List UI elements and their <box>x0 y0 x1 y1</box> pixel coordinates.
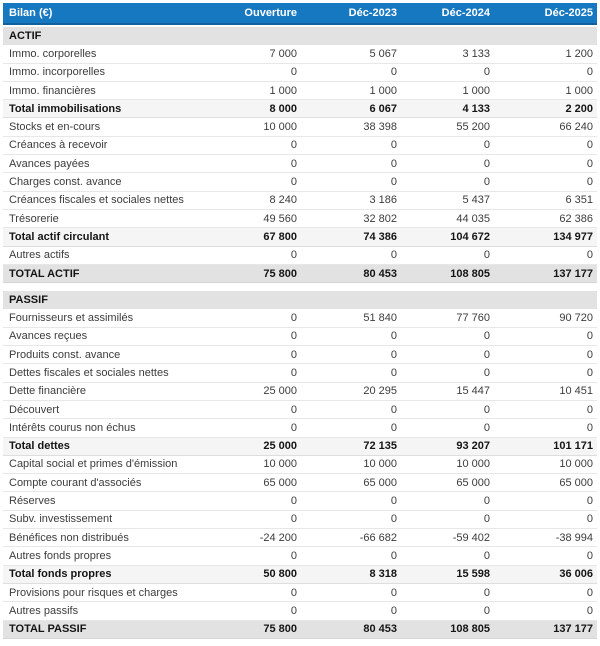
cell-value: 5 437 <box>462 194 490 207</box>
cell-value: 90 720 <box>559 312 593 325</box>
table-row <box>3 456 597 474</box>
row-label: Immo. incorporelles <box>9 66 105 79</box>
cell-value: 0 <box>390 330 397 343</box>
row-label: Immo. financières <box>9 84 96 97</box>
cell-value: 0 <box>390 549 397 562</box>
balance-sheet-table <box>3 3 597 639</box>
cell-value: 0 <box>390 604 397 617</box>
table-row <box>3 547 597 565</box>
row-label: Avances payées <box>9 157 90 170</box>
cell-value: 108 805 <box>450 267 490 280</box>
cell-value: 0 <box>483 66 490 79</box>
cell-value: 0 <box>290 249 297 262</box>
row-label: Bénéfices non distribués <box>9 531 129 544</box>
row-label: Capital social et primes d'émission <box>9 458 178 471</box>
row-label: Produits const. avance <box>9 348 121 361</box>
cell-value: 0 <box>390 348 397 361</box>
column-header-ouverture: Ouverture <box>244 7 297 19</box>
cell-value: 7 000 <box>269 47 297 60</box>
cell-value: 0 <box>483 348 490 361</box>
subtotal-row <box>3 228 597 246</box>
cell-value: 0 <box>290 495 297 508</box>
cell-value: 0 <box>586 157 593 170</box>
cell-value: -24 200 <box>259 531 297 544</box>
cell-value: 3 186 <box>369 194 397 207</box>
cell-value: 0 <box>483 157 490 170</box>
row-label: Autres fonds propres <box>9 549 112 562</box>
cell-value: 0 <box>390 139 397 152</box>
cell-value: 10 000 <box>263 121 297 134</box>
table-row <box>3 419 597 437</box>
cell-value: 0 <box>290 604 297 617</box>
table-row <box>3 383 597 401</box>
cell-value: 65 000 <box>263 476 297 489</box>
cell-value: 0 <box>390 586 397 599</box>
cell-value: 0 <box>483 421 490 434</box>
cell-value: 0 <box>586 348 593 361</box>
table-row <box>3 210 597 228</box>
row-label: Charges const. avance <box>9 176 122 189</box>
cell-value: 65 000 <box>456 476 490 489</box>
column-header-dec-2025: Déc-2025 <box>544 7 593 19</box>
cell-value: 0 <box>483 403 490 416</box>
row-label: Découvert <box>9 403 60 416</box>
cell-value: 72 135 <box>363 440 397 453</box>
cell-value: 66 240 <box>559 121 593 134</box>
row-label: Réserves <box>9 495 56 508</box>
cell-value: 134 977 <box>553 230 593 243</box>
row-label: TOTAL PASSIF <box>9 623 87 636</box>
table-row <box>3 155 597 173</box>
row-label: Autres passifs <box>9 604 79 617</box>
cell-value: 101 171 <box>553 440 593 453</box>
row-label: ACTIF <box>9 29 42 42</box>
table-row <box>3 118 597 136</box>
cell-value: 0 <box>290 176 297 189</box>
cell-value: 15 598 <box>456 568 490 581</box>
cell-value: 80 453 <box>363 267 397 280</box>
cell-value: 6 067 <box>369 102 397 115</box>
cell-value: 0 <box>586 586 593 599</box>
row-label: TOTAL ACTIF <box>9 267 80 280</box>
section-gap <box>3 283 597 291</box>
cell-value: 0 <box>586 176 593 189</box>
cell-value: 0 <box>483 513 490 526</box>
cell-value: 67 800 <box>263 230 297 243</box>
row-label: Immo. corporelles <box>9 47 97 60</box>
total-row <box>3 621 597 639</box>
row-label: Subv. investissement <box>9 513 113 526</box>
row-label: Créances fiscales et sociales nettes <box>9 194 184 207</box>
cell-value: 1 000 <box>369 84 397 97</box>
row-label: Total dettes <box>9 440 70 453</box>
cell-value: 0 <box>483 330 490 343</box>
row-label: Total actif circulant <box>9 230 110 243</box>
cell-value: 0 <box>586 249 593 262</box>
cell-value: 2 200 <box>565 102 593 115</box>
cell-value: 0 <box>390 421 397 434</box>
cell-value: 0 <box>290 348 297 361</box>
row-label: Dettes fiscales et sociales nettes <box>9 366 169 379</box>
table-row <box>3 584 597 602</box>
cell-value: 1 000 <box>269 84 297 97</box>
cell-value: 0 <box>483 549 490 562</box>
cell-value: 0 <box>586 139 593 152</box>
cell-value: 0 <box>290 66 297 79</box>
cell-value: 0 <box>586 495 593 508</box>
table-header-row <box>3 3 597 25</box>
row-label: Trésorerie <box>9 212 59 225</box>
cell-value: 0 <box>290 549 297 562</box>
cell-value: 0 <box>290 421 297 434</box>
cell-value: 93 207 <box>456 440 490 453</box>
table-row <box>3 64 597 82</box>
table-row <box>3 173 597 191</box>
cell-value: 0 <box>390 176 397 189</box>
cell-value: 0 <box>290 157 297 170</box>
cell-value: 0 <box>586 604 593 617</box>
cell-value: 75 800 <box>263 267 297 280</box>
section-header-row <box>3 291 597 309</box>
row-label: Provisions pour risques et charges <box>9 586 178 599</box>
row-label: PASSIF <box>9 293 48 306</box>
cell-value: 137 177 <box>553 623 593 636</box>
cell-value: 80 453 <box>363 623 397 636</box>
cell-value: 49 560 <box>263 212 297 225</box>
row-label: Avances reçues <box>9 330 88 343</box>
cell-value: 0 <box>390 366 397 379</box>
cell-value: -59 402 <box>452 531 490 544</box>
cell-value: 0 <box>390 403 397 416</box>
cell-value: 0 <box>290 403 297 416</box>
cell-value: 0 <box>290 586 297 599</box>
cell-value: 10 000 <box>363 458 397 471</box>
cell-value: 0 <box>290 513 297 526</box>
cell-value: 0 <box>290 139 297 152</box>
table-row <box>3 192 597 210</box>
cell-value: 65 000 <box>363 476 397 489</box>
table-row <box>3 529 597 547</box>
cell-value: 0 <box>483 495 490 508</box>
cell-value: 3 133 <box>462 47 490 60</box>
cell-value: 0 <box>390 157 397 170</box>
cell-value: 38 398 <box>363 121 397 134</box>
column-header-dec-2024: Déc-2024 <box>441 7 490 19</box>
cell-value: 62 386 <box>559 212 593 225</box>
cell-value: 0 <box>586 366 593 379</box>
cell-value: 0 <box>390 495 397 508</box>
cell-value: 0 <box>390 513 397 526</box>
table-row <box>3 45 597 63</box>
cell-value: 0 <box>586 330 593 343</box>
table-row <box>3 247 597 265</box>
cell-value: 8 318 <box>369 568 397 581</box>
cell-value: 0 <box>483 139 490 152</box>
table-row <box>3 346 597 364</box>
cell-value: 0 <box>290 330 297 343</box>
cell-value: 0 <box>390 249 397 262</box>
cell-value: 77 760 <box>456 312 490 325</box>
cell-value: 104 672 <box>450 230 490 243</box>
cell-value: 0 <box>483 176 490 189</box>
table-row <box>3 511 597 529</box>
cell-value: 1 000 <box>462 84 490 97</box>
cell-value: 0 <box>483 604 490 617</box>
cell-value: 51 840 <box>363 312 397 325</box>
cell-value: 75 800 <box>263 623 297 636</box>
cell-value: 0 <box>586 513 593 526</box>
cell-value: 15 447 <box>456 385 490 398</box>
row-label: Compte courant d'associés <box>9 476 142 489</box>
row-label: Créances à recevoir <box>9 139 108 152</box>
subtotal-row <box>3 566 597 584</box>
cell-value: 65 000 <box>559 476 593 489</box>
cell-value: -66 682 <box>359 531 397 544</box>
cell-value: 0 <box>586 403 593 416</box>
cell-value: 4 133 <box>462 102 490 115</box>
cell-value: 10 000 <box>263 458 297 471</box>
table-body <box>3 27 597 639</box>
cell-value: 8 240 <box>269 194 297 207</box>
table-row <box>3 401 597 419</box>
cell-value: 36 006 <box>559 568 593 581</box>
table-row <box>3 602 597 620</box>
cell-value: 0 <box>586 421 593 434</box>
table-row <box>3 474 597 492</box>
subtotal-row <box>3 438 597 456</box>
section-header-row <box>3 27 597 45</box>
table-row <box>3 492 597 510</box>
table-row <box>3 364 597 382</box>
cell-value: 25 000 <box>263 440 297 453</box>
row-label: Dette financière <box>9 385 87 398</box>
row-label: Total immobilisations <box>9 102 122 115</box>
cell-value: 0 <box>483 366 490 379</box>
cell-value: 0 <box>483 249 490 262</box>
subtotal-row <box>3 100 597 118</box>
row-label: Intérêts courus non échus <box>9 421 136 434</box>
cell-value: 137 177 <box>553 267 593 280</box>
cell-value: 0 <box>290 312 297 325</box>
cell-value: 0 <box>290 366 297 379</box>
cell-value: 6 351 <box>565 194 593 207</box>
cell-value: 5 067 <box>369 47 397 60</box>
cell-value: 20 295 <box>363 385 397 398</box>
cell-value: 8 000 <box>269 102 297 115</box>
row-label: Autres actifs <box>9 249 70 262</box>
cell-value: -38 994 <box>555 531 593 544</box>
row-label: Stocks et en-cours <box>9 121 101 134</box>
cell-value: 1 200 <box>565 47 593 60</box>
table-title: Bilan (€) <box>9 7 53 19</box>
cell-value: 0 <box>586 549 593 562</box>
cell-value: 0 <box>390 66 397 79</box>
total-row <box>3 265 597 283</box>
column-header-dec-2023: Déc-2023 <box>348 7 397 19</box>
cell-value: 10 000 <box>456 458 490 471</box>
cell-value: 44 035 <box>456 212 490 225</box>
cell-value: 0 <box>483 586 490 599</box>
cell-value: 50 800 <box>263 568 297 581</box>
table-row <box>3 137 597 155</box>
table-row <box>3 328 597 346</box>
cell-value: 32 802 <box>363 212 397 225</box>
cell-value: 10 451 <box>559 385 593 398</box>
row-label: Total fonds propres <box>9 568 112 581</box>
cell-value: 25 000 <box>263 385 297 398</box>
cell-value: 0 <box>586 66 593 79</box>
cell-value: 74 386 <box>363 230 397 243</box>
table-row <box>3 309 597 327</box>
row-label: Fournisseurs et assimilés <box>9 312 134 325</box>
cell-value: 10 000 <box>559 458 593 471</box>
table-row <box>3 82 597 100</box>
cell-value: 55 200 <box>456 121 490 134</box>
cell-value: 1 000 <box>565 84 593 97</box>
cell-value: 108 805 <box>450 623 490 636</box>
